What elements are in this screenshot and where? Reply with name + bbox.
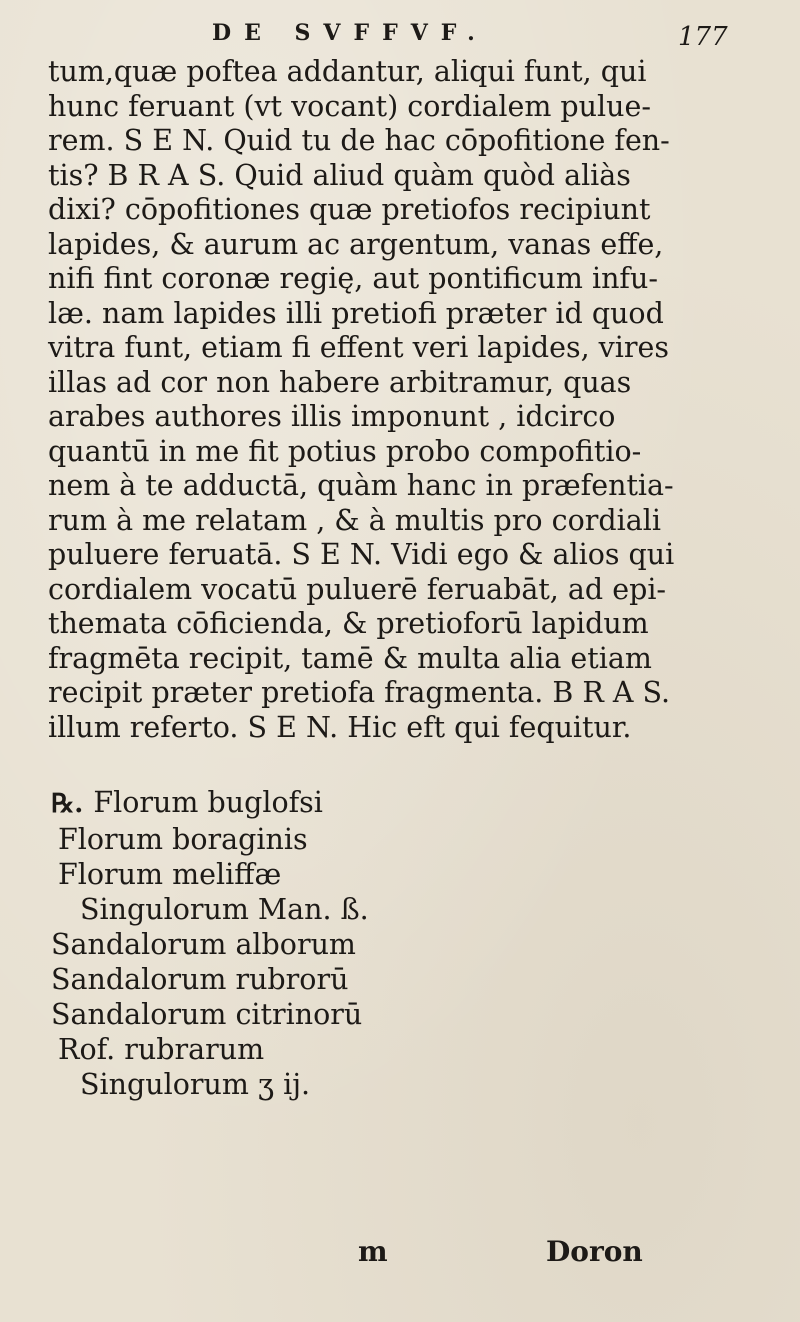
body-line: lapides, & aurum ac argentum, vanas effe,	[48, 227, 664, 261]
body-line: illum referto. S E N. Hic eft qui fequitur.	[48, 710, 632, 744]
recipe-ingredient: Florum buglofsi	[93, 786, 323, 819]
body-line: rum à me relatam , & à multis pro cordiali	[48, 503, 661, 537]
body-line: hunc feruant (vt vocant) cordialem pulue-	[48, 89, 651, 123]
body-line: vitra funt, etiam fi effent veri lapides, vires	[48, 331, 670, 364]
recipe-line: Florum meliffæ	[58, 858, 282, 891]
body-line: rem. S E N. Quid tu de hac cōpofitione fen-	[48, 124, 670, 157]
recipe-line: Rof. rubrarum	[58, 1033, 265, 1066]
body-line: quantū in me fit potius probo compofitio-	[48, 434, 642, 468]
recipe-line: Sandalorum citrinorū	[51, 998, 363, 1031]
body-line: dixi? cōpofitiones quæ pretiofos recipiunt	[48, 193, 651, 226]
running-head: DE SVFFVF.	[212, 20, 488, 46]
recipe-line: Singulorum ʒ ij.	[80, 1068, 311, 1101]
recipe-line: Sandalorum rubrorū	[51, 963, 349, 996]
body-line: læ. nam lapides illi pretiofi præter id quod	[48, 296, 664, 330]
recipe-list	[46, 785, 746, 1102]
body-line: nem à te adductā, quàm hanc in præfentia-	[48, 469, 674, 502]
body-line: illas ad cor non habere arbitramur, quas	[48, 365, 632, 399]
body-line: tis? B R A S. Quid aliud quàm quòd aliàs	[48, 158, 631, 192]
body-line: puluere feruatā. S E N. Vidi ego & alios qui	[48, 538, 675, 571]
body-line: tum,quæ poftea addantur, aliqui funt, qui	[48, 55, 647, 88]
page-number: 177	[678, 22, 728, 52]
recipe-line: Florum boraginis	[58, 823, 308, 856]
catchword: Doron	[546, 1235, 643, 1268]
recipe-symbol-icon: ℞.	[51, 789, 84, 819]
signature-mark: m	[358, 1235, 388, 1268]
body-line: arabes authores illis imponunt , idcirco	[48, 400, 616, 433]
body-line: themata cōficienda, & pretioforū lapidum	[48, 607, 649, 640]
body-line: fragmēta recipit, tamē & multa alia etiam	[48, 641, 652, 675]
body-text	[48, 55, 788, 745]
body-line: cordialem vocatū puluerē feruabāt, ad epi-	[48, 572, 667, 606]
body-line: recipit præter pretiofa fragmenta. B R A S.	[48, 676, 671, 709]
recipe-line: Singulorum Man. ß.	[80, 893, 369, 926]
recipe-line	[46, 785, 746, 822]
body-line: nifi fint coronæ regię, aut pontificum infu-	[48, 262, 658, 295]
recipe-line: Sandalorum alborum	[51, 928, 356, 961]
